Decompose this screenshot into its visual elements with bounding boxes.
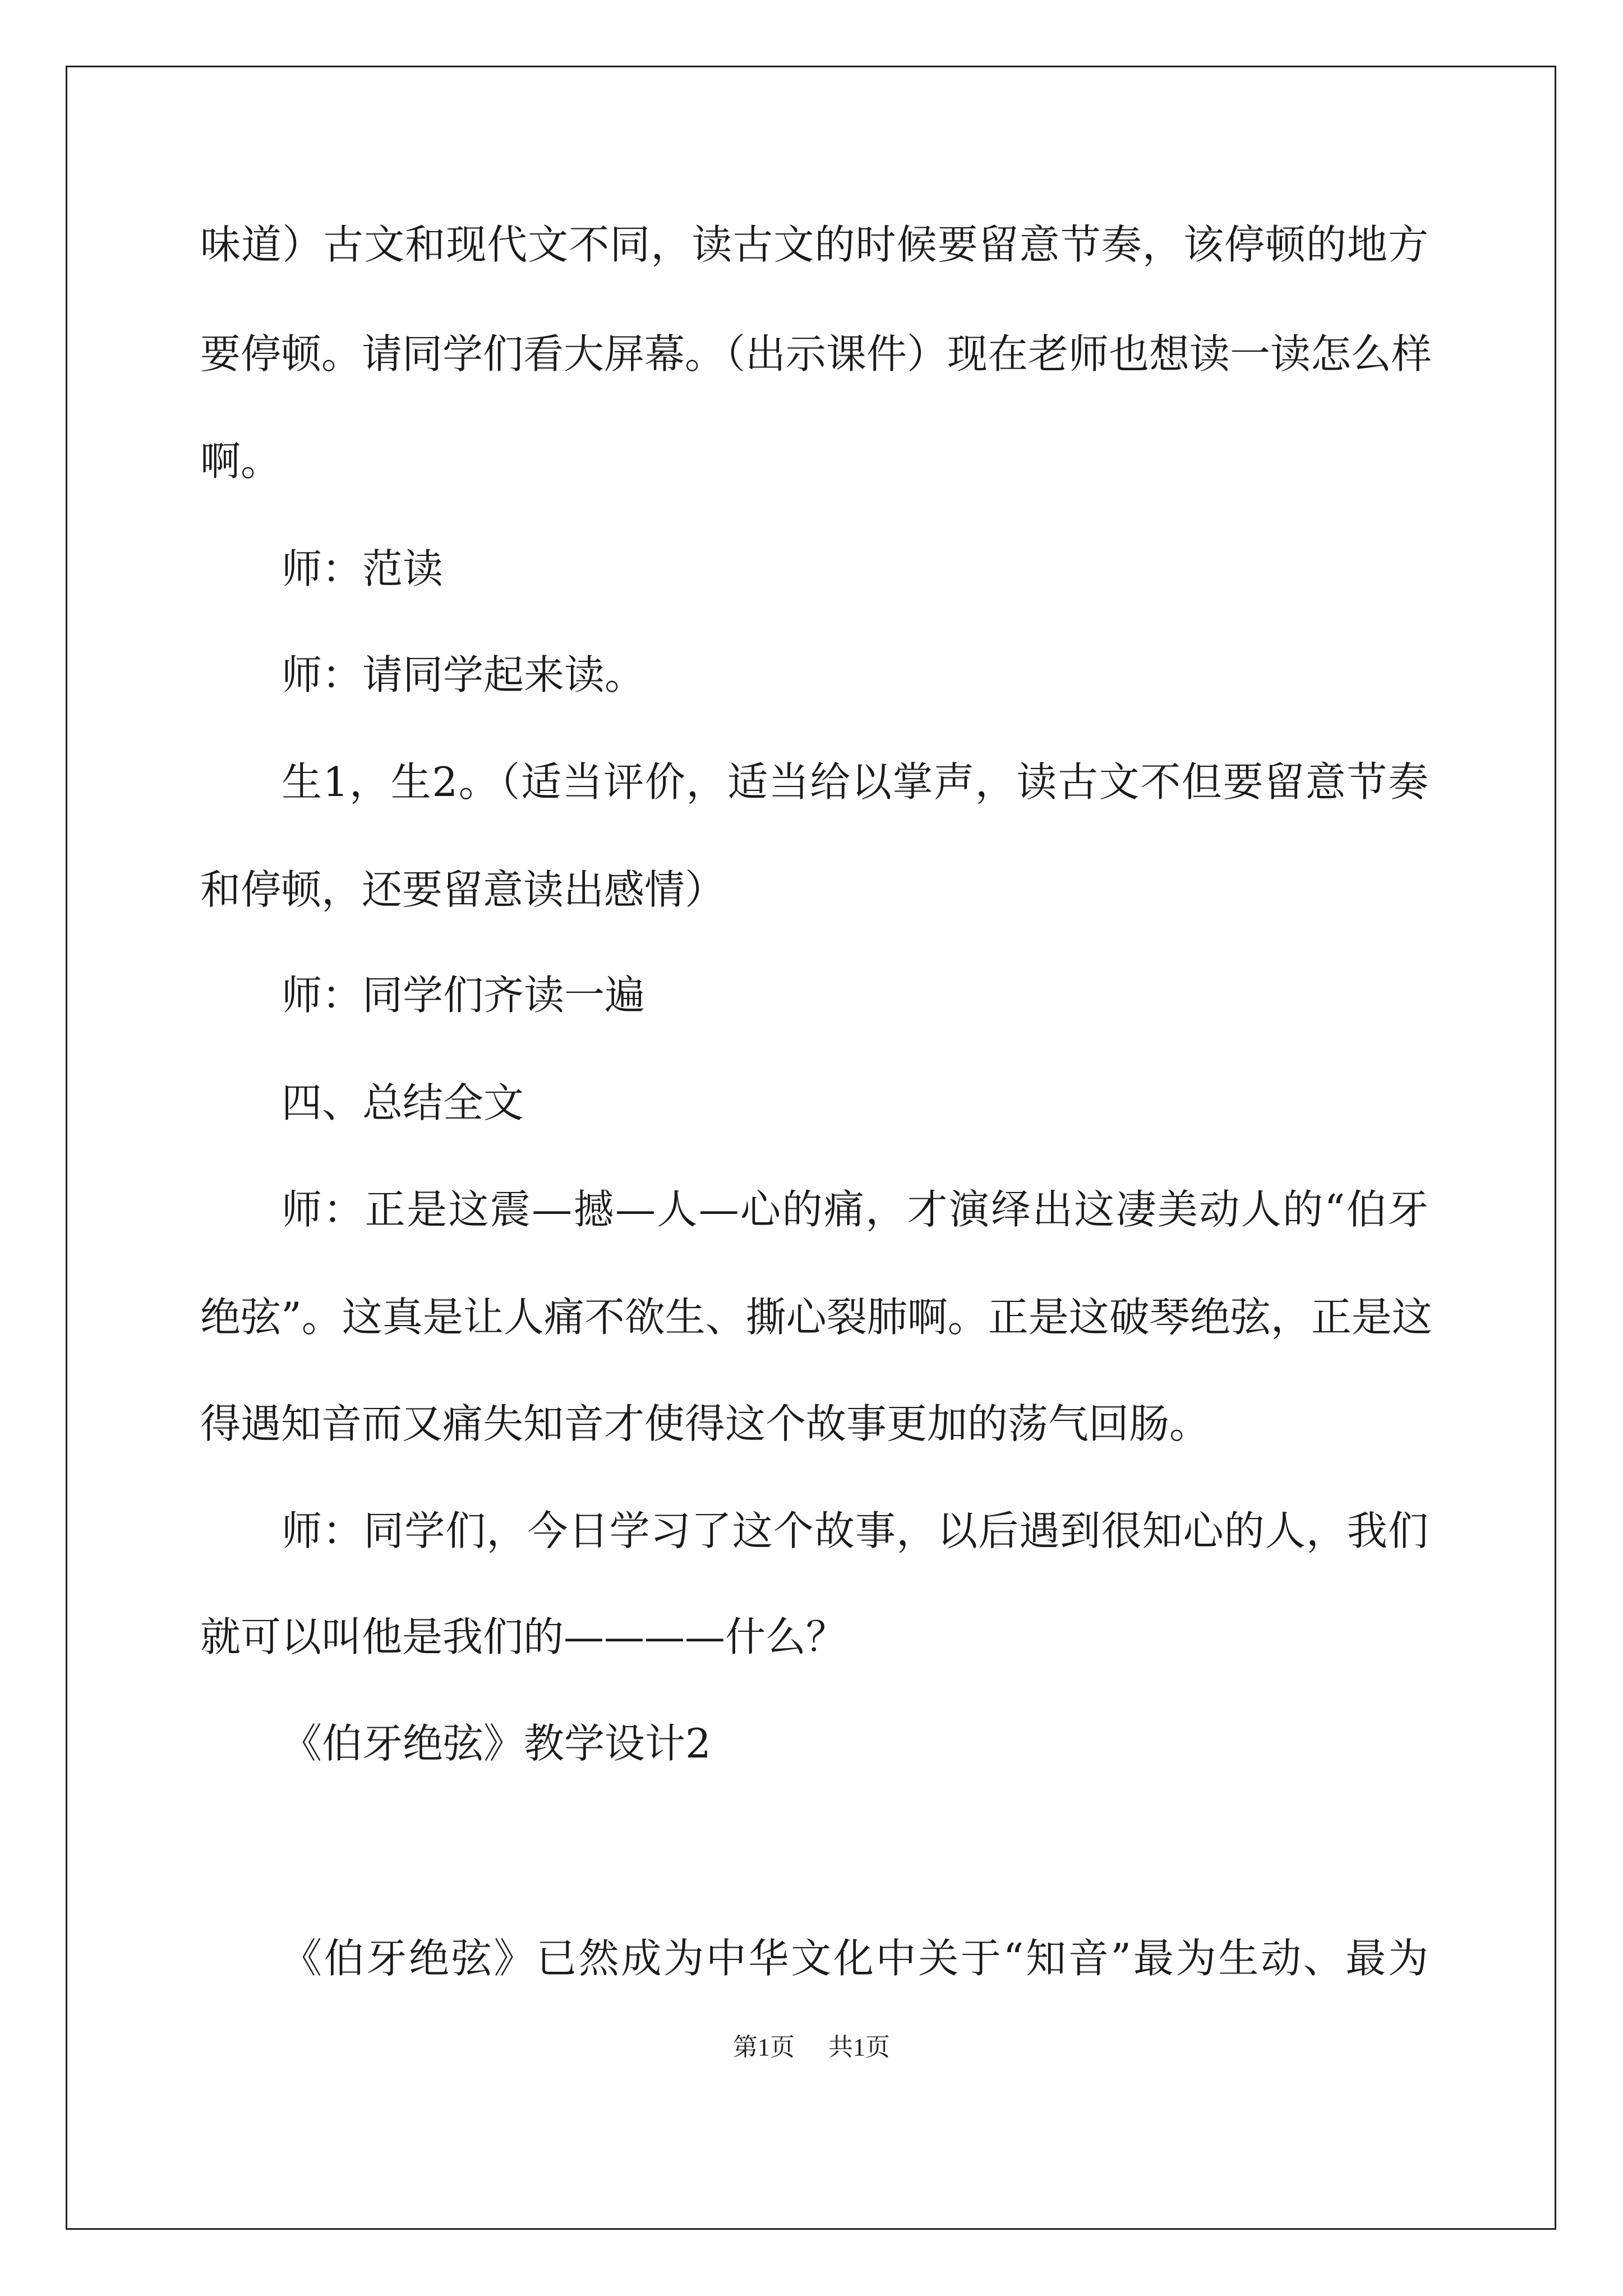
paragraph-line: 得遇知音而又痛失知音才使得这个故事更加的荡气回肠。 [200, 1400, 1210, 1447]
page-footer [0, 2033, 1623, 2062]
document-subtitle: 《伯牙绝弦》教学设计2 [282, 1720, 711, 1767]
paragraph-line: 要停顿。请同学们看大屏幕。（出示课件）现在老师也想读一读怎么样 [200, 330, 1432, 378]
paragraph-line: 和停顿，还要留意读出感情） [200, 866, 726, 913]
paragraph-line: 味道）古文和现代文不同，读古文的时候要留意节奏，该停顿的地方 [200, 221, 1428, 268]
paragraph-line: 师：同学们齐读一遍 [282, 972, 645, 1019]
page-number-total: 共1页 [828, 2033, 890, 2061]
paragraph-line: 就可以叫他是我们的————什么？ [200, 1613, 847, 1660]
page-number-current: 第1页 [733, 2033, 795, 2061]
paragraph-line: 《伯牙绝弦》已然成为中华文化中关于“知音”最为生动、最为 [282, 1935, 1428, 1982]
paragraph-line: 师：范读 [282, 545, 444, 592]
paragraph-line: 啊。 [200, 438, 282, 485]
paragraph-line: 绝弦”。这真是让人痛不欲生、撕心裂肺啊。正是这破琴绝弦，正是这 [200, 1294, 1432, 1341]
section-heading: 四、总结全文 [282, 1079, 524, 1126]
paragraph-line: 师：同学们，今日学习了这个故事，以后遇到很知心的人，我们 [282, 1507, 1428, 1554]
page-border [66, 66, 1556, 2230]
paragraph-line: 师：正是这震—撼—人—心的痛，才演绎出这凄美动人的“伯牙 [282, 1186, 1428, 1233]
paragraph-line: 生1，生2。（适当评价，适当给以掌声，读古文不但要留意节奏 [282, 758, 1428, 806]
paragraph-line: 师：请同学起来读。 [282, 651, 645, 698]
